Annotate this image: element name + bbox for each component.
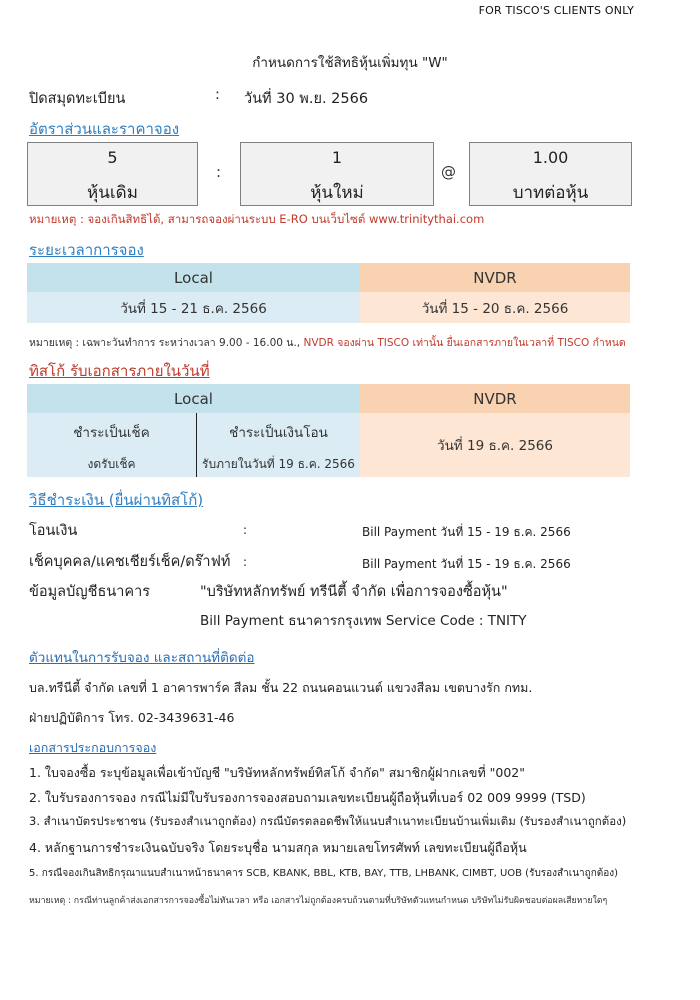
new-shares-box (240, 142, 434, 206)
price-at-symbol: @ (441, 163, 456, 181)
period-heading: ระยะเวลาการจอง (29, 241, 144, 259)
document-item-1: 1. ใบจองซื้อ ระบุข้อมูลเพื่อเข้าบัญชี "บริษัทหลักทรัพย์ทิสโก้ จำกัด" สมาชิกผู้ฝากเลขที่ "002" (29, 765, 526, 780)
price-label: บาทต่อหุ้น (512, 183, 589, 203)
period-note-general: หมายเหตุ : เฉพาะวันทำการ ระหว่างเวลา 9.00 - 16.00 น., (29, 337, 304, 349)
ratio-heading: อัตราส่วนและราคาจอง (29, 120, 180, 138)
agent-heading: ตัวแทนในการรับจอง และสถานที่ติดต่อ (29, 650, 255, 666)
old-shares-box (27, 142, 198, 206)
bank-service-code: Bill Payment ธนาคารกรุงเทพ Service Code : TNITY (200, 613, 527, 629)
price-value: 1.00 (532, 148, 569, 167)
document-item-2: 2. ใบรับรองการจอง กรณีไม่มีใบรับรองการจองสอบถามเลขทะเบียนผู้ถือหุ้นที่เบอร์ 02 009 9999 (TSD) (29, 790, 586, 805)
document-item-5: 5. กรณีจองเกินสิทธิกรุณาแนบสำเนาหน้าธนาคาร SCB, KBANK, BBL, KTB, BAY, TTB, LHBANK, CIMBT, UOB (รับรองสำเนาถูกต้อง) (29, 868, 619, 879)
documents-heading: เอกสารประกอบการจอง (29, 740, 157, 755)
documents-footnote: หมายเหตุ : กรณีท่านลูกค้าส่งเอกสารการจองซื้อไม่ทันเวลา หรือ เอกสารไม่ถูกต้องครบถ้วนตามที่บริษัทตัวแทนกำหนด บริษัทไม่รับผิดชอบต่อผลเสียหายใดๆ (29, 896, 608, 906)
cheque-cell (27, 413, 197, 477)
transfer-cell (197, 413, 360, 477)
book-close-value: วันที่ 30 พ.ย. 2566 (244, 91, 369, 107)
cheque-value: Bill Payment วันที่ 15 - 19 ธ.ค. 2566 (362, 557, 571, 571)
docs-local-header: Local (27, 384, 360, 413)
transfer-detail: รับภายในวันที่ 19 ธ.ค. 2566 (202, 457, 355, 471)
new-shares-label: หุ้นใหม่ (310, 183, 364, 203)
bank-label: ข้อมูลบัญชีธนาคาร (29, 584, 150, 600)
period-note-nvdr: NVDR จองผ่าน TISCO เท่านั้น ยื่นเอกสารภายในเวลาที่ TISCO กำหนด (303, 337, 626, 349)
old-shares-value: 5 (107, 148, 118, 167)
transfer-colon: : (243, 523, 248, 537)
document-item-4: 4. หลักฐานการชำระเงินฉบับจริง โดยระบุชื่อ นามสกุล หมายเลขโทรศัพท์ เลขทะเบียนผู้ถือหุ้น (29, 840, 527, 855)
docs-nvdr-date: วันที่ 19 ธ.ค. 2566 (360, 413, 630, 477)
period-local-date: วันที่ 15 - 21 ธ.ค. 2566 (27, 292, 360, 323)
old-shares-label: หุ้นเดิม (87, 183, 138, 203)
transfer-value: Bill Payment วันที่ 15 - 19 ธ.ค. 2566 (362, 525, 571, 539)
transfer-label: โอนเงิน (29, 523, 78, 539)
cheque-title: ชำระเป็นเช็ค (73, 425, 150, 441)
period-table (27, 263, 630, 323)
period-nvdr-date: วันที่ 15 - 20 ธ.ค. 2566 (360, 292, 630, 323)
transfer-title: ชำระเป็นเงินโอน (229, 425, 328, 441)
period-nvdr-header: NVDR (360, 263, 630, 292)
book-close-colon: : (215, 87, 220, 103)
docs-table (27, 384, 630, 477)
bank-account-name: "บริษัทหลักทรัพย์ ทรีนีตี้ จำกัด เพื่อการจองซื้อหุ้น" (200, 584, 508, 600)
page-title: กำหนดการใช้สิทธิหุ้นเพิ่มทุน "W" (252, 55, 448, 71)
clients-only-label: FOR TISCO'S CLIENTS ONLY (478, 4, 634, 17)
book-close-label: ปิดสมุดทะเบียน (29, 91, 126, 107)
document-item-3: 3. สำเนาบัตรประชาชน (รับรองสำเนาถูกต้อง) กรณีบัตรตลอดชีพให้แนบสำเนาทะเบียนบ้านเพิ่มเติม (รับรองสำเนาถูกต้อง) (29, 814, 627, 828)
payment-heading: วิธีชำระเงิน (ยื่นผ่านทิสโก้) (29, 491, 204, 509)
agent-phone: ฝ่ายปฏิบัติการ โทร. 02-3439631-46 (29, 710, 235, 725)
period-note (29, 334, 626, 351)
cheque-colon: : (243, 555, 248, 569)
new-shares-value: 1 (331, 148, 343, 167)
docs-heading: ทิสโก้ รับเอกสารภายในวันที่ (29, 362, 210, 380)
cheque-detail: งดรับเช็ค (87, 457, 136, 471)
agent-address: บล.ทรีนีตี้ จำกัด เลขที่ 1 อาคารพาร์ค สีลม ชั้น 22 ถนนคอนแวนต์ แขวงสีลม เขตบางรัก กทม. (29, 680, 533, 695)
cheque-label: เช็คบุคคล/แคชเชียร์เช็ค/ดร๊าฟท์ (29, 554, 231, 570)
price-box (469, 142, 632, 206)
docs-nvdr-header: NVDR (360, 384, 630, 413)
period-local-header: Local (27, 263, 360, 292)
ratio-note: หมายเหตุ : จองเกินสิทธิได้, สามารถจองผ่านระบบ E-RO บนเว็บไซต์ www.trinitythai.com (29, 212, 485, 226)
ratio-separator: : (216, 163, 222, 181)
